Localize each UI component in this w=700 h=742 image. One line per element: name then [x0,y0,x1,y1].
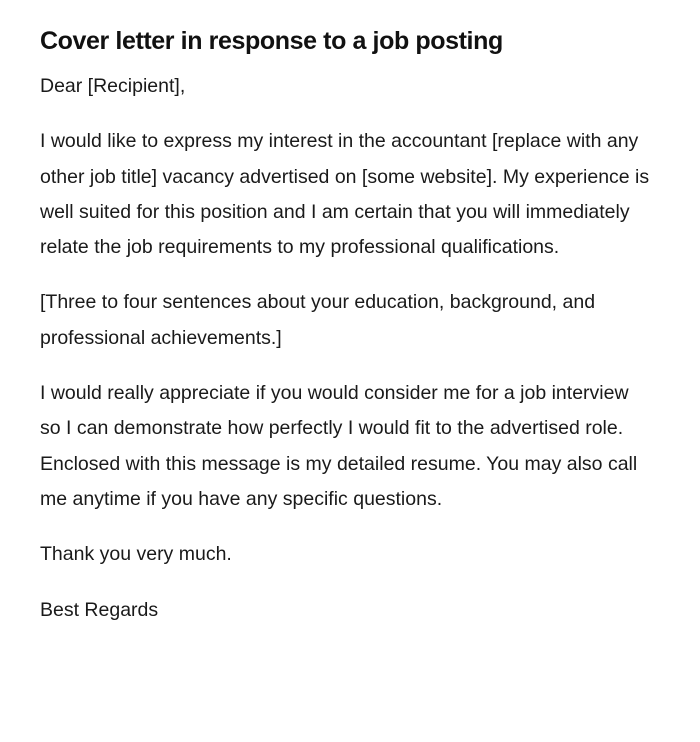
cover-letter-document [40,24,650,628]
closing: Best Regards [40,598,159,621]
paragraph-interview-request: I would really appreciate if you would consider me for a job interview so I can demonstrate how perfectly I would fit to the advertised role. Enclosed with this message is my detailed resume. You may also call me anytime if you have any specific questions. [40,382,638,510]
paragraph-interest: I would like to express my interest in the accountant [replace with any other job title] vacancy advertised on [some website]. My experience is well suited for this position and I am certain that you will immediately relate the job requirements to my professional qualifications. [40,130,650,259]
paragraph-background: [Three to four sentences about your education, background, and professional achievements.] [40,291,596,349]
document-title: Cover letter in response to a job posting [40,27,503,55]
salutation: Dear [Recipient], [40,75,186,97]
paragraph-thanks: Thank you very much. [40,543,232,566]
